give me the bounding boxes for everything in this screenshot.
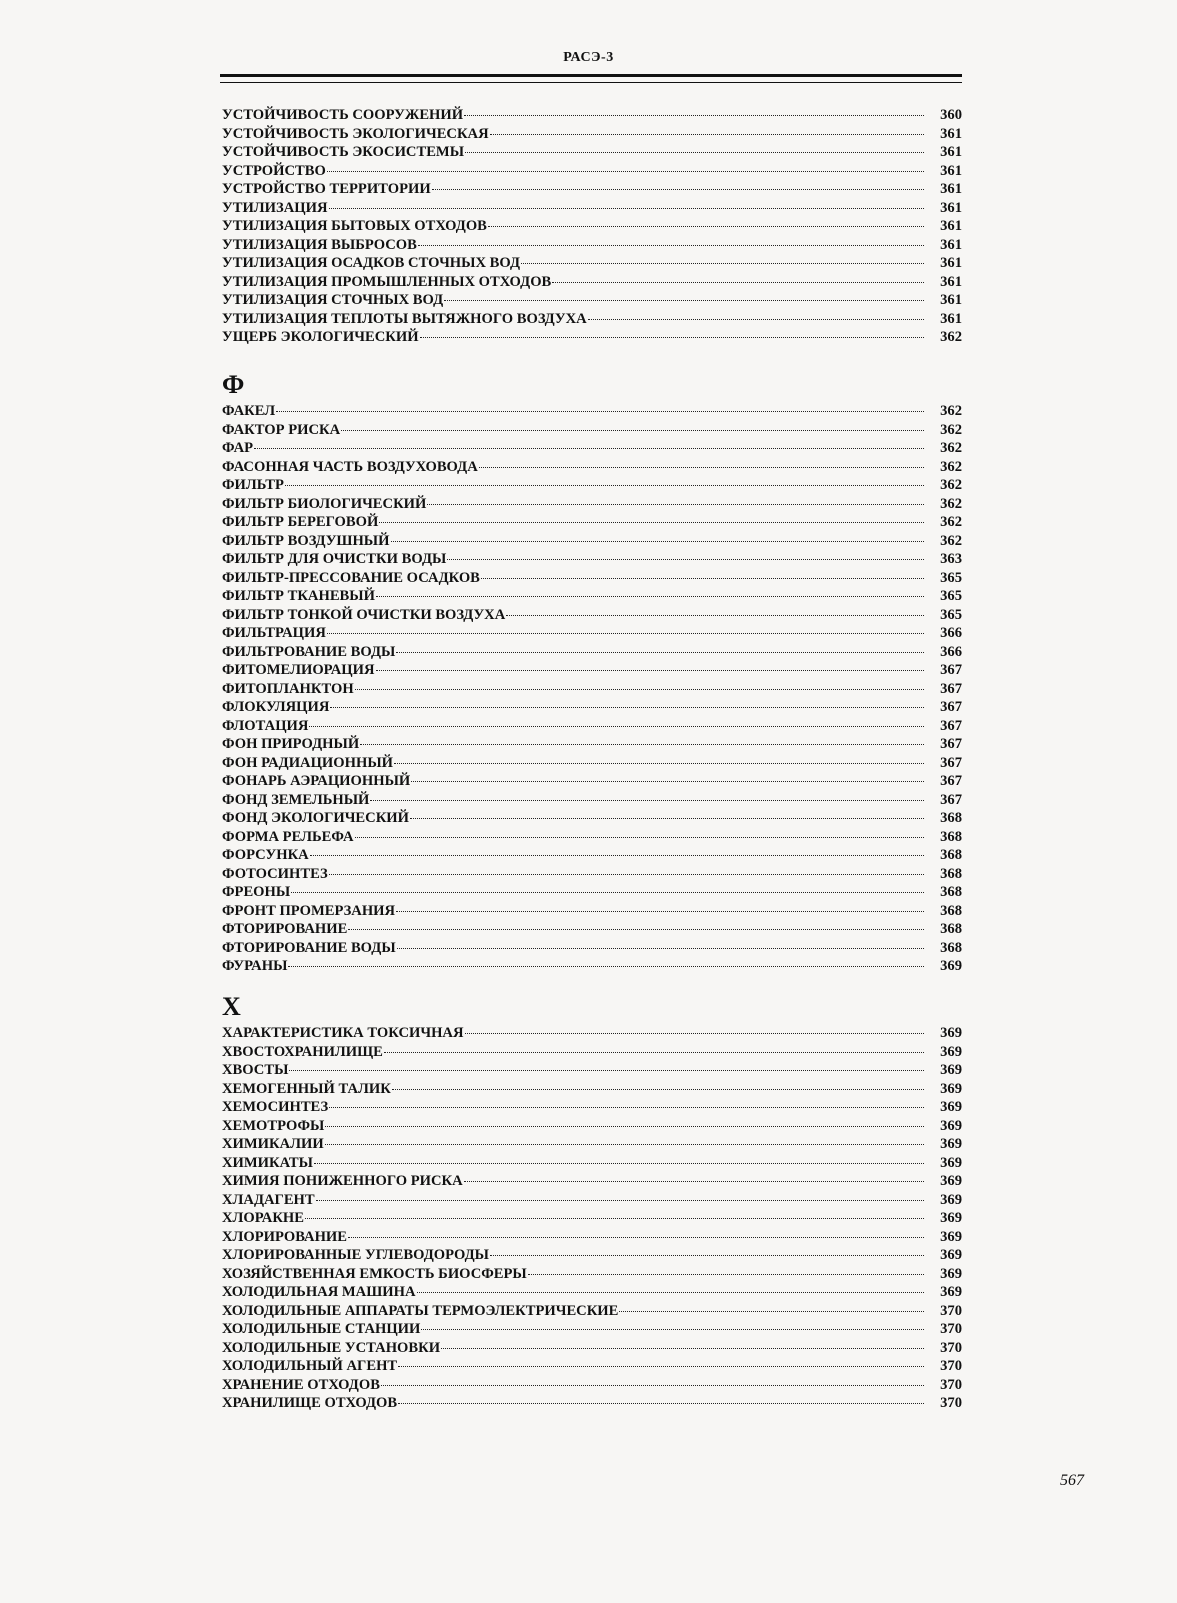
entry-term: ФАКТОР РИСКА xyxy=(222,421,341,438)
entry-term: ФЛОТАЦИЯ xyxy=(222,717,309,734)
entry-page: 366 xyxy=(940,625,962,641)
entry-term: ХЛАДАГЕНТ xyxy=(222,1191,315,1208)
entry-page: 366 xyxy=(940,643,962,660)
index-entry xyxy=(222,550,962,569)
entry-page: 368 xyxy=(940,810,962,826)
entry-term: ХЛОРИРОВАННЫЕ УГЛЕВОДОРОДЫ xyxy=(222,1247,489,1263)
entry-page: 361 xyxy=(940,292,962,308)
entry-page: 362 xyxy=(940,495,962,512)
index-entry xyxy=(222,1246,962,1265)
index-entry xyxy=(222,273,962,292)
dot-leader xyxy=(444,300,924,301)
entry-page: 362 xyxy=(940,532,962,549)
dot-leader xyxy=(421,1329,924,1330)
entry-term: ФРЕОНЫ xyxy=(222,884,291,900)
entry-page: 362 xyxy=(940,403,962,419)
entry-term: ХРАНИЛИЩЕ ОТХОДОВ xyxy=(222,1395,398,1411)
entry-term: УСТРОЙСТВО ТЕРРИТОРИИ xyxy=(222,181,431,197)
entry-page: 362 xyxy=(940,514,962,530)
entry-page: 363 xyxy=(940,551,962,567)
entry-term: ХРАНЕНИЕ ОТХОДОВ xyxy=(222,1376,380,1393)
entry-term: УТИЛИЗАЦИЯ БЫТОВЫХ ОТХОДОВ xyxy=(222,218,487,234)
dot-leader xyxy=(285,485,924,486)
entry-page: 367 xyxy=(940,736,962,752)
index-entry xyxy=(222,606,962,625)
index-entry xyxy=(222,254,962,273)
index-entry xyxy=(222,291,962,310)
index-entry xyxy=(222,698,962,717)
entry-page: 369 xyxy=(940,1247,962,1263)
entry-term: ХИМИЯ ПОНИЖЕННОГО РИСКА xyxy=(222,1173,463,1189)
index-entry xyxy=(222,180,962,199)
dot-leader xyxy=(329,874,924,875)
dot-leader xyxy=(329,1107,924,1108)
entry-term: ХЕМОСИНТЕЗ xyxy=(222,1099,329,1115)
entry-page: 369 xyxy=(940,1136,962,1152)
index-entry xyxy=(222,236,962,255)
dot-leader xyxy=(488,226,924,227)
entry-page: 370 xyxy=(940,1395,962,1411)
index-entry xyxy=(222,791,962,810)
index-entry xyxy=(222,1302,962,1321)
entry-term: ФОНД ЭКОЛОГИЧЕСКИЙ xyxy=(222,810,409,826)
dot-leader xyxy=(398,1403,924,1404)
entry-term: ФИЛЬТР ТКАНЕВЫЙ xyxy=(222,588,375,604)
index-entry xyxy=(222,754,962,773)
entry-term: УТИЛИЗАЦИЯ СТОЧНЫХ ВОД xyxy=(222,292,444,308)
entry-term: УТИЛИЗАЦИЯ xyxy=(222,199,328,216)
index-entry xyxy=(222,1154,962,1173)
dot-leader xyxy=(411,781,924,782)
index-entry xyxy=(222,587,962,606)
entry-page: 369 xyxy=(940,1228,962,1245)
entry-page: 369 xyxy=(940,1154,962,1171)
dot-leader xyxy=(355,837,924,838)
entry-term: УТИЛИЗАЦИЯ ВЫБРОСОВ xyxy=(222,236,417,253)
dot-leader xyxy=(327,171,924,172)
index-entry xyxy=(222,1043,962,1062)
index-entry xyxy=(222,1135,962,1154)
entry-page: 362 xyxy=(940,329,962,345)
entry-term: УСТРОЙСТВО xyxy=(222,162,326,179)
index-entry xyxy=(222,495,962,514)
index-entry xyxy=(222,476,962,495)
section-u xyxy=(222,106,962,347)
dot-leader xyxy=(441,1348,924,1349)
dot-leader xyxy=(376,670,925,671)
entry-term: ХЛОРАКНЕ xyxy=(222,1210,305,1226)
entry-term: ХОЛОДИЛЬНАЯ МАШИНА xyxy=(222,1284,416,1300)
entry-term: ХОЗЯЙСТВЕННАЯ ЕМКОСТЬ БИОСФЕРЫ xyxy=(222,1265,527,1282)
entry-page: 361 xyxy=(940,162,962,179)
entry-term: ФИЛЬТР xyxy=(222,477,284,493)
dot-leader xyxy=(348,929,924,930)
entry-page: 370 xyxy=(940,1358,962,1374)
section-letter-f: Ф xyxy=(222,370,245,399)
entry-page: 370 xyxy=(940,1302,962,1319)
entry-term: ХАРАКТЕРИСТИКА ТОКСИЧНАЯ xyxy=(222,1025,464,1041)
entry-page: 362 xyxy=(940,458,962,475)
dot-leader xyxy=(376,596,924,597)
entry-page: 368 xyxy=(940,921,962,937)
entry-term: ХОЛОДИЛЬНЫЙ АГЕНТ xyxy=(222,1358,398,1374)
entry-term: ХИМИКАЛИИ xyxy=(222,1136,324,1152)
dot-leader xyxy=(348,1237,924,1238)
index-entry xyxy=(222,439,962,458)
dot-leader xyxy=(418,245,924,246)
entry-term: ФИЛЬТРОВАНИЕ ВОДЫ xyxy=(222,643,396,660)
index-entry xyxy=(222,1376,962,1395)
dot-leader xyxy=(325,1126,924,1127)
entry-page: 360 xyxy=(940,107,962,123)
entry-page: 369 xyxy=(940,1043,962,1060)
dot-leader xyxy=(417,1292,925,1293)
entry-term: ФОНАРЬ АЭРАЦИОННЫЙ xyxy=(222,773,411,789)
entry-term: ХЕМОГЕННЫЙ ТАЛИК xyxy=(222,1080,391,1097)
index-entry xyxy=(222,809,962,828)
index-entry xyxy=(222,328,962,347)
entry-page: 369 xyxy=(940,1117,962,1134)
entry-term: ХЕМОТРОФЫ xyxy=(222,1117,325,1134)
dot-leader xyxy=(427,504,924,505)
entry-page: 367 xyxy=(940,717,962,734)
index-entry xyxy=(222,624,962,643)
entry-page: 361 xyxy=(940,236,962,253)
entry-term: ФИТОМЕЛИОРАЦИЯ xyxy=(222,662,375,678)
entry-term: ФИЛЬТР БЕРЕГОВОЙ xyxy=(222,514,379,530)
entry-term: УСТОЙЧИВОСТЬ ЭКОЛОГИЧЕСКАЯ xyxy=(222,125,489,142)
entry-page: 361 xyxy=(940,125,962,142)
index-entry xyxy=(222,735,962,754)
entry-term: ХИМИКАТЫ xyxy=(222,1154,313,1171)
entry-page: 367 xyxy=(940,791,962,808)
entry-page: 367 xyxy=(940,754,962,771)
index-entry xyxy=(222,217,962,236)
index-entry xyxy=(222,569,962,588)
entry-term: ФИЛЬТРАЦИЯ xyxy=(222,625,326,641)
entry-page: 367 xyxy=(940,680,962,697)
dot-leader xyxy=(341,430,924,431)
section-kh xyxy=(222,992,962,1413)
entry-page: 369 xyxy=(940,1284,962,1300)
dot-leader xyxy=(490,134,924,135)
entry-page: 368 xyxy=(940,884,962,900)
entry-page: 361 xyxy=(940,144,962,160)
index-entry xyxy=(222,1024,962,1043)
dot-leader xyxy=(391,541,925,542)
index-entry xyxy=(222,1228,962,1247)
entry-term: ФУРАНЫ xyxy=(222,958,288,974)
entry-term: ХОЛОДИЛЬНЫЕ АППАРАТЫ ТЕРМОЭЛЕКТРИЧЕСКИЕ xyxy=(222,1302,619,1319)
index-entry xyxy=(222,643,962,662)
dot-leader xyxy=(397,948,924,949)
entry-page: 369 xyxy=(940,1099,962,1115)
entry-page: 361 xyxy=(940,273,962,290)
index-entry xyxy=(222,717,962,736)
entry-term: УТИЛИЗАЦИЯ ПРОМЫШЛЕННЫХ ОТХОДОВ xyxy=(222,273,552,290)
running-header: РАСЭ-3 xyxy=(563,50,614,65)
index-entry xyxy=(222,902,962,921)
index-entry xyxy=(222,865,962,884)
index-entry xyxy=(222,421,962,440)
dot-leader xyxy=(552,282,924,283)
entry-page: 369 xyxy=(940,1062,962,1078)
entry-page: 361 xyxy=(940,218,962,234)
index-entry xyxy=(222,1357,962,1376)
dot-leader xyxy=(310,855,924,856)
section-letter-kh: Х xyxy=(222,992,241,1021)
section-f xyxy=(222,370,962,976)
entry-term: ФОРСУНКА xyxy=(222,847,309,863)
entry-page: 369 xyxy=(940,1173,962,1189)
entry-term: ФЛОКУЛЯЦИЯ xyxy=(222,699,330,715)
dot-leader xyxy=(420,337,924,338)
dot-leader xyxy=(305,1218,924,1219)
entry-page: 368 xyxy=(940,939,962,956)
entry-page: 370 xyxy=(940,1376,962,1393)
entry-page: 369 xyxy=(940,1025,962,1041)
dot-leader xyxy=(588,319,924,320)
dot-leader xyxy=(506,615,924,616)
index-entry xyxy=(222,661,962,680)
entry-term: ФАСОННАЯ ЧАСТЬ ВОЗДУХОВОДА xyxy=(222,458,478,475)
dot-leader xyxy=(464,1181,924,1182)
entry-term: УТИЛИЗАЦИЯ ТЕПЛОТЫ ВЫТЯЖНОГО ВОЗДУХА xyxy=(222,310,587,327)
entry-term: УТИЛИЗАЦИЯ ОСАДКОВ СТОЧНЫХ ВОД xyxy=(222,255,521,271)
entry-term: ФОН ПРИРОДНЫЙ xyxy=(222,736,360,752)
entry-term: ХВОСТОХРАНИЛИЩЕ xyxy=(222,1043,383,1060)
index-entry xyxy=(222,1209,962,1228)
entry-page: 365 xyxy=(940,569,962,586)
dot-leader xyxy=(465,1033,924,1034)
index-entry xyxy=(222,1080,962,1099)
index-entry xyxy=(222,199,962,218)
dot-leader xyxy=(360,744,924,745)
dot-leader xyxy=(465,152,924,153)
dot-leader xyxy=(370,800,924,801)
entry-term: ФОРМА РЕЛЬЕФА xyxy=(222,828,354,845)
index-entry xyxy=(222,1191,962,1210)
entry-term: ФРОНТ ПРОМЕРЗАНИЯ xyxy=(222,902,396,919)
entry-page: 361 xyxy=(940,310,962,327)
dot-leader xyxy=(396,652,924,653)
dot-leader xyxy=(314,1163,924,1164)
entry-term: ФОН РАДИАЦИОННЫЙ xyxy=(222,754,394,771)
entry-term: ФИТОПЛАНКТОН xyxy=(222,680,354,697)
dot-leader xyxy=(325,1144,924,1145)
dot-leader xyxy=(254,448,924,449)
index-entry xyxy=(222,1172,962,1191)
dot-leader xyxy=(384,1052,924,1053)
dot-leader xyxy=(619,1311,924,1312)
index-entry xyxy=(222,402,962,421)
index-entry xyxy=(222,513,962,532)
index-entry xyxy=(222,310,962,329)
entry-page: 362 xyxy=(940,477,962,493)
dot-leader xyxy=(396,911,924,912)
header-rule xyxy=(220,74,962,83)
index-entry xyxy=(222,162,962,181)
entry-page: 369 xyxy=(940,1080,962,1097)
dot-leader xyxy=(309,726,924,727)
entry-term: ФИЛЬТР ДЛЯ ОЧИСТКИ ВОДЫ xyxy=(222,551,447,567)
index-entry xyxy=(222,143,962,162)
entry-page: 369 xyxy=(940,1210,962,1226)
index-entry xyxy=(222,939,962,958)
index-entry xyxy=(222,1098,962,1117)
dot-leader xyxy=(528,1274,924,1275)
entry-page: 369 xyxy=(940,958,962,974)
index-entry xyxy=(222,957,962,976)
dot-leader xyxy=(327,633,924,634)
dot-leader xyxy=(329,208,924,209)
dot-leader xyxy=(289,1070,924,1071)
dot-leader xyxy=(355,689,924,690)
index-entry xyxy=(222,1061,962,1080)
index-entry xyxy=(222,920,962,939)
entry-term: ФТОРИРОВАНИЕ xyxy=(222,921,348,937)
index-entry xyxy=(222,106,962,125)
dot-leader xyxy=(394,763,924,764)
dot-leader xyxy=(392,1089,924,1090)
dot-leader xyxy=(447,559,924,560)
index-entry xyxy=(222,458,962,477)
entry-page: 361 xyxy=(940,199,962,216)
entry-page: 367 xyxy=(940,662,962,678)
entry-term: УСТОЙЧИВОСТЬ ЭКОСИСТЕМЫ xyxy=(222,144,465,160)
dot-leader xyxy=(291,892,924,893)
dot-leader xyxy=(479,467,924,468)
entry-page: 368 xyxy=(940,902,962,919)
entry-term: ФИЛЬТР-ПРЕССОВАНИЕ ОСАДКОВ xyxy=(222,569,480,586)
entry-page: 369 xyxy=(940,1191,962,1208)
index-entry xyxy=(222,1320,962,1339)
dot-leader xyxy=(521,263,924,264)
entry-page: 370 xyxy=(940,1339,962,1356)
entry-term: УСТОЙЧИВОСТЬ СООРУЖЕНИЙ xyxy=(222,107,464,123)
entry-term: ХЛОРИРОВАНИЕ xyxy=(222,1228,348,1245)
index-entry xyxy=(222,532,962,551)
entry-page: 361 xyxy=(940,181,962,197)
entry-page: 362 xyxy=(940,440,962,456)
entry-page: 367 xyxy=(940,773,962,789)
dot-leader xyxy=(490,1255,924,1256)
entry-term: ХВОСТЫ xyxy=(222,1062,289,1078)
entry-term: ХОЛОДИЛЬНЫЕ СТАНЦИИ xyxy=(222,1321,421,1337)
entry-term: ФИЛЬТР ВОЗДУШНЫЙ xyxy=(222,532,390,549)
entry-page: 365 xyxy=(940,606,962,623)
dot-leader xyxy=(379,522,924,523)
dot-leader xyxy=(410,818,924,819)
index-entry xyxy=(222,1394,962,1413)
page-number: 567 xyxy=(1060,1472,1084,1489)
index-entry xyxy=(222,1265,962,1284)
entry-term: ФИЛЬТР БИОЛОГИЧЕСКИЙ xyxy=(222,495,427,512)
index-entry xyxy=(222,125,962,144)
dot-leader xyxy=(432,189,924,190)
entry-term: УЩЕРБ ЭКОЛОГИЧЕСКИЙ xyxy=(222,329,419,345)
entry-page: 369 xyxy=(940,1265,962,1282)
entry-page: 368 xyxy=(940,828,962,845)
entry-term: ХОЛОДИЛЬНЫЕ УСТАНОВКИ xyxy=(222,1339,441,1356)
index-entry xyxy=(222,772,962,791)
dot-leader xyxy=(316,1200,924,1201)
entry-term: ФИЛЬТР ТОНКОЙ ОЧИСТКИ ВОЗДУХА xyxy=(222,606,506,623)
entry-term: ФАР xyxy=(222,440,254,456)
entry-page: 368 xyxy=(940,847,962,863)
dot-leader xyxy=(381,1385,924,1386)
entry-term: ФОНД ЗЕМЕЛЬНЫЙ xyxy=(222,791,370,808)
index-entry xyxy=(222,1339,962,1358)
entry-page: 362 xyxy=(940,421,962,438)
index-entry xyxy=(222,828,962,847)
entry-term: ФТОРИРОВАНИЕ ВОДЫ xyxy=(222,939,396,956)
dot-leader xyxy=(276,411,924,412)
entry-page: 361 xyxy=(940,255,962,271)
dot-leader xyxy=(481,578,924,579)
entry-page: 368 xyxy=(940,865,962,882)
dot-leader xyxy=(398,1366,924,1367)
dot-leader xyxy=(330,707,924,708)
index-entry xyxy=(222,1117,962,1136)
entry-page: 365 xyxy=(940,588,962,604)
entry-page: 370 xyxy=(940,1321,962,1337)
dot-leader xyxy=(464,115,924,116)
index-entry xyxy=(222,1283,962,1302)
index-entry xyxy=(222,680,962,699)
entry-page: 367 xyxy=(940,699,962,715)
dot-leader xyxy=(288,966,924,967)
entry-term: ФАКЕЛ xyxy=(222,403,276,419)
index-entry xyxy=(222,846,962,865)
index-entry xyxy=(222,883,962,902)
entry-term: ФОТОСИНТЕЗ xyxy=(222,865,328,882)
